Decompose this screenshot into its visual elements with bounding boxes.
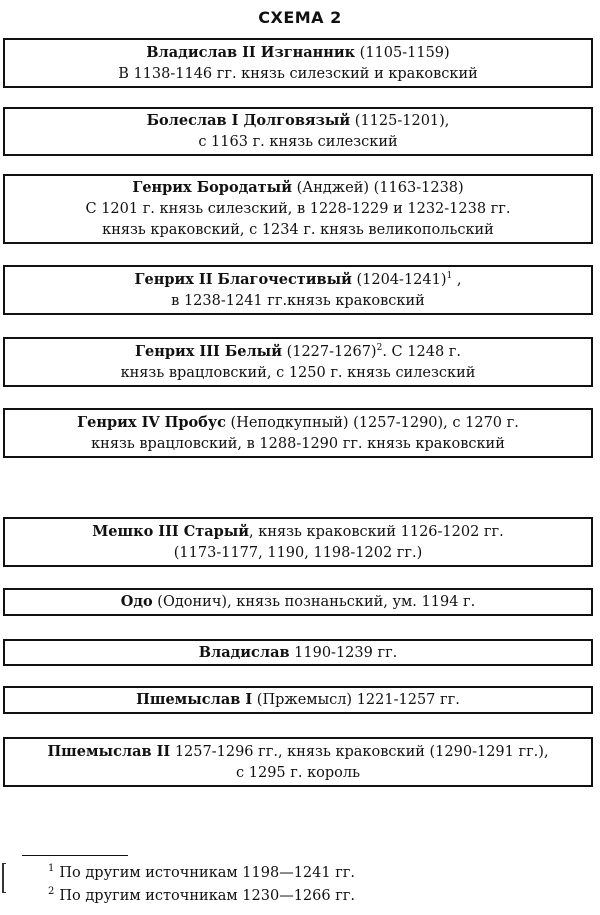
ruler-dates: (1204-1241) (351, 271, 447, 288)
ruler-box-henryk-ii (3, 265, 593, 315)
ruler-description: (1173-1177, 1190, 1198-1202 гг.) (173, 544, 423, 561)
ruler-heading (147, 110, 450, 132)
ruler-dates: 1257-1296 гг., князь краковский (1290-1291 гг.), (170, 743, 549, 760)
ruler-dates-suffix: , (452, 271, 462, 288)
ruler-box-boleslaw-i (3, 107, 593, 156)
ruler-name: Болеслав I Долговязый (146, 112, 351, 129)
ruler-heading (199, 642, 398, 664)
ruler-heading (132, 177, 463, 199)
ruler-heading (77, 412, 519, 434)
ruler-box-odo (3, 588, 593, 616)
ruler-name: Генрих IV Пробус (77, 413, 226, 431)
footnote-text: По другим источникам 1230—1266 гг. (59, 888, 356, 904)
ruler-description: В 1138-1146 гг. князь силезский и краковский (118, 65, 478, 82)
ruler-dates: (Анджей) (1163-1238) (291, 180, 464, 196)
ruler-description-continued: князь краковский, с 1234 г. князь великопольский (102, 222, 494, 238)
ruler-box-henryk-brodaty (3, 174, 593, 244)
ruler-description: с 1295 г. король (236, 764, 360, 781)
ruler-heading (136, 689, 460, 711)
footnote-2 (48, 887, 355, 905)
footnote-1 (48, 864, 355, 882)
footnote-mark: 1 (48, 863, 55, 875)
ruler-heading (121, 591, 476, 613)
ruler-dates: (1227-1267) (281, 343, 377, 360)
ruler-dates-suffix: . С 1248 г. (382, 343, 461, 360)
ruler-name: Генрих III Белый (135, 342, 282, 360)
ruler-dates: (Неподкупный) (1257-1290), с 1270 г. (225, 414, 519, 431)
ruler-box-wladyslaw (3, 639, 593, 666)
footnote-text: По другим источникам 1198—1241 гг. (59, 865, 356, 881)
ruler-description: князь врацловский, в 1288-1290 гг. князь краковский (91, 435, 505, 452)
ruler-name: Владислав II Изгнанник (146, 43, 356, 61)
ruler-box-wladyslaw-ii (3, 38, 593, 88)
footnote-ref: 2 (376, 342, 383, 353)
ruler-box-przemyslaw-i (3, 686, 593, 714)
ruler-heading (135, 269, 462, 291)
ruler-box-henryk-iv (3, 408, 593, 458)
ruler-name: Пшемыслав II (47, 742, 171, 760)
footnote-ref: 1 (446, 270, 453, 281)
ruler-name: Генрих Бородатый (132, 179, 292, 196)
footnote-mark: 2 (48, 886, 55, 898)
ruler-description: князь врацловский, с 1250 г. князь силезский (120, 364, 476, 381)
ruler-box-henryk-iii (3, 337, 593, 387)
ruler-description: с 1163 г. князь силезский (198, 134, 398, 150)
ruler-heading (92, 521, 503, 543)
ruler-dates: (1105-1159) (355, 44, 450, 61)
ruler-name: Пшемыслав I (136, 691, 253, 708)
ruler-box-mieszko-iii (3, 517, 593, 567)
ruler-heading (146, 42, 449, 64)
ruler-box-przemyslaw-ii (3, 737, 593, 787)
ruler-name: Генрих II Благочестивый (134, 270, 352, 288)
margin-bracket-mark (2, 863, 6, 893)
scheme-title: СХЕМА 2 (258, 8, 342, 27)
footnote-divider (22, 855, 128, 856)
ruler-dates: , князь краковский 1126-1202 гг. (249, 523, 504, 540)
ruler-name: Одо (120, 593, 153, 610)
ruler-description: С 1201 г. князь силезский, в 1228-1229 и 1232-1238 гг. (85, 201, 511, 217)
ruler-description: в 1238-1241 гг.князь краковский (171, 292, 425, 309)
ruler-dates: 1190-1239 гг. (289, 644, 398, 661)
ruler-heading (47, 741, 548, 763)
ruler-dates: (Пржемысл) 1221-1257 гг. (252, 692, 460, 708)
ruler-name: Владислав (198, 643, 290, 661)
ruler-dates: (Одонич), князь познаньский, ум. 1194 г. (152, 594, 476, 610)
ruler-dates: (1125-1201), (350, 113, 450, 129)
ruler-name: Мешко III Старый (92, 522, 250, 540)
ruler-heading (135, 341, 461, 363)
